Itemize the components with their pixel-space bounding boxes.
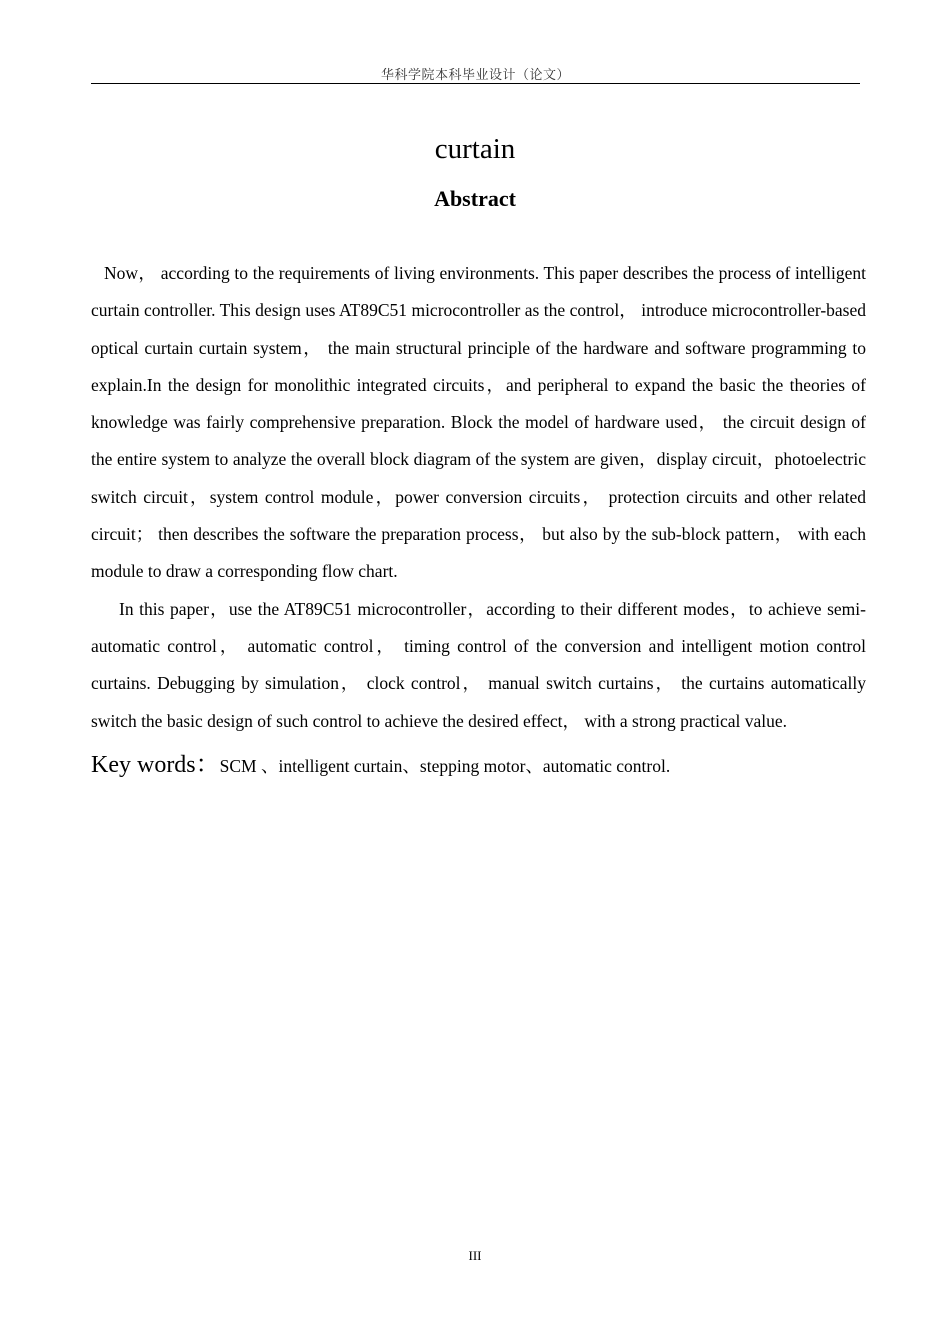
abstract-heading: Abstract <box>434 186 516 211</box>
keywords-line <box>91 748 866 783</box>
abstract-paragraph-2: In this paper，use the AT89C51 microcontroller，according to their different modes，to achieve semi-automatic control， automatic control， timing control of the conversion and intelligent motion control curtains. Debugging by simulation， clock control， manual switch curtains， the curtains automatically switch the basic design of such control to achieve the desired effect， with a strong practical value. <box>91 598 866 731</box>
document-title: curtain <box>434 133 516 165</box>
header-divider <box>91 83 860 84</box>
page-number: III <box>468 1248 482 1263</box>
abstract-body <box>91 255 866 783</box>
abstract-paragraph-1: Now， according to the requirements of living environments. This paper describes the process of intelligent curtain controller. This design uses AT89C51 microcontroller as the control， introduce microcontroller-based optical curtain curtain system， the main structural principle of the hardware and software programming to explain.In the design for monolithic integrated circuits，and peripheral to expand the basic the theories of knowledge was fairly comprehensive preparation. Block the model of hardware used， the circuit design of the entire system to analyze the overall block diagram of the system are given，display circuit，photoelectric switch circuit，system control module，power conversion circuits， protection circuits and other related circuit； then describes the software the preparation process， but also by the sub-block pattern， with each module to draw a corresponding flow chart. <box>91 263 866 582</box>
running-header: 华科学院本科毕业设计（论文） <box>380 68 570 83</box>
keywords-list: SCM 、intelligent curtain、stepping motor、automatic control. <box>219 755 671 776</box>
keywords-label: Key words： <box>91 751 220 778</box>
